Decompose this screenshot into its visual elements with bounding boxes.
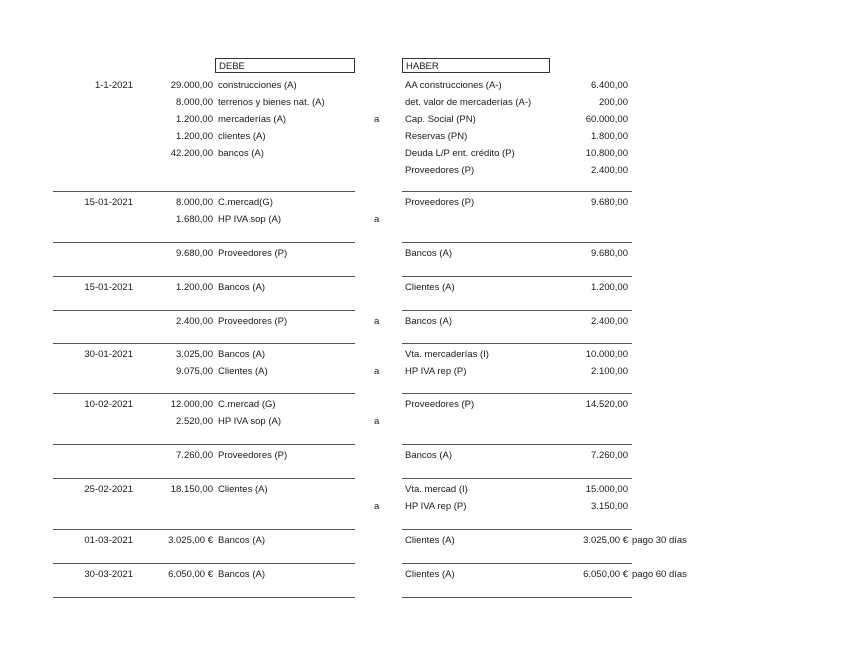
entry-date: 01-03-2021 <box>84 535 133 546</box>
haber-amount: 1.800,00 <box>591 131 628 142</box>
entry-date: 15-01-2021 <box>84 282 133 293</box>
entry-date: 10-02-2021 <box>84 399 133 410</box>
entry-date: 25-02-2021 <box>84 484 133 495</box>
haber-amount: 1.200,00 <box>591 282 628 293</box>
debe-separator <box>53 529 355 530</box>
debe-account: Bancos (A) <box>218 349 265 360</box>
debe-separator <box>53 478 355 479</box>
debe-separator <box>53 191 355 192</box>
haber-account: Clientes (A) <box>405 535 455 546</box>
debe-amount: 3.025,00 <box>176 349 213 360</box>
debe-account: Proveedores (P) <box>218 248 288 259</box>
debe-separator <box>53 444 355 445</box>
haber-account: Bancos (A) <box>405 316 452 327</box>
haber-amount: 200,00 <box>598 97 628 108</box>
haber-separator <box>402 276 632 277</box>
debe-separator <box>53 343 355 344</box>
entry-date: 30-01-2021 <box>84 349 133 360</box>
haber-amount: 2.100,00 <box>591 366 628 377</box>
entry-date: 1-1-2021 <box>94 80 133 91</box>
debe-amount: 2.400,00 <box>176 316 213 327</box>
entry-date: 15-01-2021 <box>84 197 133 208</box>
haber-amount: 10.800,00 <box>585 148 628 159</box>
payment-note: pago 60 días <box>632 569 687 580</box>
haber-separator <box>402 343 632 344</box>
haber-account: Proveedores (P) <box>405 165 475 176</box>
debe-amount: 6.050,00 € <box>168 569 213 580</box>
haber-amount: 6.050,00 € <box>583 569 628 580</box>
debe-account: Clientes (A) <box>218 366 268 377</box>
debe-amount: 12.000,00 <box>170 399 213 410</box>
haber-account: Vta. mercaderías (I) <box>405 349 489 360</box>
haber-account: Proveedores (P) <box>405 197 475 208</box>
haber-amount: 2.400,00 <box>591 165 628 176</box>
haber-separator <box>402 563 632 564</box>
debe-account: clientes (A) <box>218 131 266 142</box>
connector-a: a <box>374 416 380 427</box>
debe-account: Bancos (A) <box>218 282 265 293</box>
haber-account: Bancos (A) <box>405 450 452 461</box>
debe-amount: 2.520,00 <box>176 416 213 427</box>
haber-account: HP IVA rep (P) <box>405 366 467 377</box>
haber-amount: 2.400,00 <box>591 316 628 327</box>
haber-amount: 7.260,00 <box>591 450 628 461</box>
haber-amount: 6.400,00 <box>591 80 628 91</box>
debe-amount: 9.680,00 <box>176 248 213 259</box>
haber-amount: 15.000,00 <box>585 484 628 495</box>
connector-a: a <box>374 214 380 225</box>
debe-separator <box>53 242 355 243</box>
haber-separator <box>402 597 632 598</box>
debe-separator <box>53 276 355 277</box>
haber-account: Deuda L/P ent. crédito (P) <box>405 148 515 159</box>
debe-account: C.mercad(G) <box>218 197 273 208</box>
haber-separator <box>402 478 632 479</box>
debe-amount: 8.000,00 <box>176 97 213 108</box>
debe-amount: 3.025,00 € <box>168 535 213 546</box>
haber-amount: 60.000,00 <box>585 114 628 125</box>
debe-separator <box>53 310 355 311</box>
debe-account: Proveedores (P) <box>218 450 288 461</box>
haber-separator <box>402 393 632 394</box>
debe-amount: 29.000,00 <box>170 80 213 91</box>
debe-amount: 9.075,00 <box>176 366 213 377</box>
haber-account: HP IVA rep (P) <box>405 501 467 512</box>
debe-amount: 1.680,00 <box>176 214 213 225</box>
debe-amount: 42.200,00 <box>170 148 213 159</box>
haber-amount: 14.520,00 <box>585 399 628 410</box>
debe-account: C.mercad (G) <box>218 399 276 410</box>
debe-separator <box>53 597 355 598</box>
haber-amount: 3.025,00 € <box>583 535 628 546</box>
haber-account: Clientes (A) <box>405 569 455 580</box>
haber-amount: 3.150,00 <box>591 501 628 512</box>
debe-account: terrenos y bienes nat. (A) <box>218 97 325 108</box>
entry-date: 30-03-2021 <box>84 569 133 580</box>
debe-separator <box>53 563 355 564</box>
debe-account: Clientes (A) <box>218 484 268 495</box>
debe-account: Proveedores (P) <box>218 316 288 327</box>
debe-separator <box>53 393 355 394</box>
debe-account: construcciones (A) <box>218 80 297 91</box>
debe-header: DEBE <box>215 58 355 73</box>
haber-account: det. valor de mercaderías (A-) <box>405 97 532 108</box>
debe-account: HP IVA sop (A) <box>218 214 282 225</box>
debe-account: bancos (A) <box>218 148 264 159</box>
haber-amount: 9.680,00 <box>591 248 628 259</box>
haber-account: Bancos (A) <box>405 248 452 259</box>
payment-note: pago 30 días <box>632 535 687 546</box>
haber-account: Clientes (A) <box>405 282 455 293</box>
haber-account: Reservas (PN) <box>405 131 468 142</box>
haber-separator <box>402 310 632 311</box>
connector-a: a <box>374 114 380 125</box>
debe-amount: 8.000,00 <box>176 197 213 208</box>
debe-amount: 1.200,00 <box>176 114 213 125</box>
debe-amount: 1.200,00 <box>176 131 213 142</box>
haber-separator <box>402 191 632 192</box>
haber-header: HABER <box>402 58 550 73</box>
haber-separator <box>402 242 632 243</box>
connector-a: a <box>374 366 380 377</box>
debe-account: Bancos (A) <box>218 569 265 580</box>
haber-amount: 10.000,00 <box>585 349 628 360</box>
connector-a: a <box>374 501 380 512</box>
debe-amount: 18.150,00 <box>170 484 213 495</box>
debe-account: HP IVA sop (A) <box>218 416 282 427</box>
debe-amount: 7.260,00 <box>176 450 213 461</box>
haber-account: Proveedores (P) <box>405 399 475 410</box>
debe-account: Bancos (A) <box>218 535 265 546</box>
haber-account: Vta. mercad (I) <box>405 484 468 495</box>
haber-account: AA construcciones (A-) <box>405 80 502 91</box>
haber-separator <box>402 529 632 530</box>
haber-separator <box>402 444 632 445</box>
haber-amount: 9.680,00 <box>591 197 628 208</box>
haber-account: Cap. Social (PN) <box>405 114 476 125</box>
debe-account: mercaderías (A) <box>218 114 287 125</box>
debe-amount: 1.200,00 <box>176 282 213 293</box>
connector-a: a <box>374 316 380 327</box>
